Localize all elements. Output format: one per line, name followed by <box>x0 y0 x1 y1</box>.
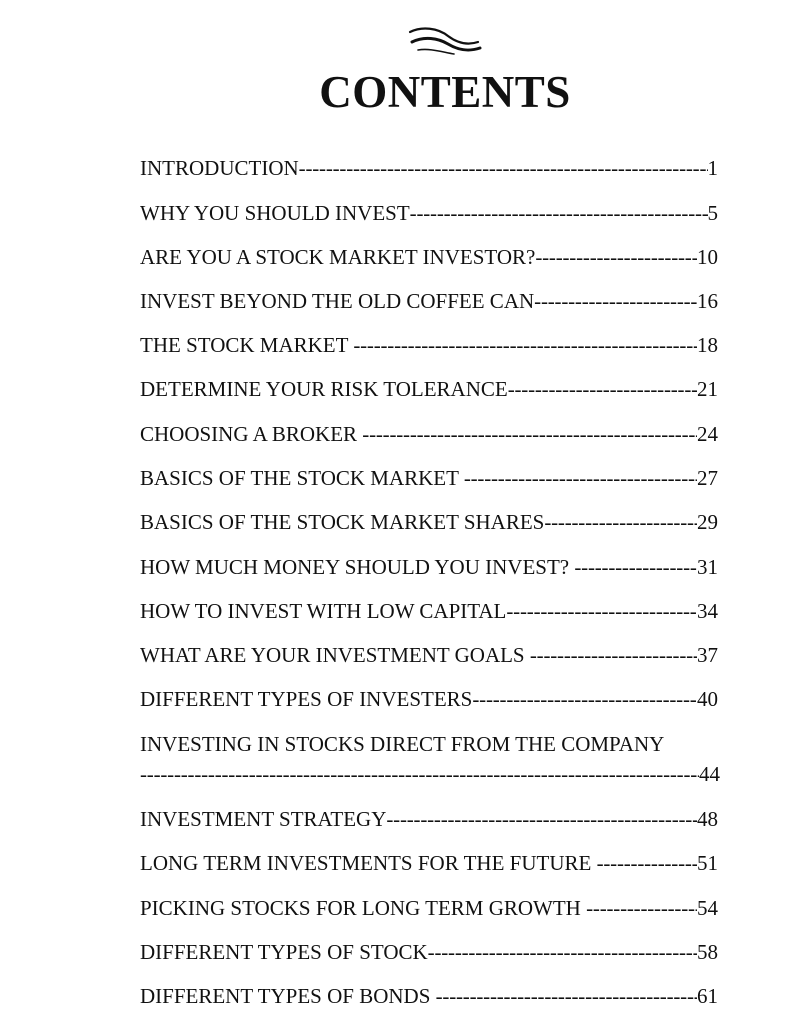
toc-entry-label: HOW TO INVEST WITH LOW CAPITAL <box>140 599 507 623</box>
toc-page-number: 37 <box>697 643 718 667</box>
toc-page-number: 61 <box>697 984 718 1008</box>
toc-entry-low-capital[interactable] <box>140 597 718 625</box>
toc-entry-label: HOW MUCH MONEY SHOULD YOU INVEST? <box>140 555 575 579</box>
toc-leader-dashes <box>472 685 697 713</box>
toc-entry-choosing-broker[interactable] <box>140 420 718 448</box>
toc-entry-direct-from-company[interactable] <box>140 730 720 788</box>
toc-page-number: 44 <box>699 762 720 786</box>
toc-page-number: 58 <box>697 940 718 964</box>
toc-entry-investment-goals[interactable] <box>140 641 718 669</box>
toc-page-number: 29 <box>697 510 718 534</box>
toc-leader-dashes <box>436 982 697 1010</box>
toc-page-number: 24 <box>697 422 718 446</box>
toc-entry-label: WHAT ARE YOUR INVESTMENT GOALS <box>140 643 530 667</box>
toc-entry-coffee-can[interactable] <box>140 287 718 315</box>
toc-entry-label: DIFFERENT TYPES OF BONDS <box>140 984 436 1008</box>
toc-leader-dashes <box>353 331 697 359</box>
toc-leader-dashes <box>586 894 697 922</box>
toc-leader-dashes <box>299 154 708 182</box>
toc-leader-dashes <box>508 375 697 403</box>
toc-page-number: 34 <box>697 599 718 623</box>
toc-entry-basics-stock-market[interactable] <box>140 464 718 492</box>
toc-entry-types-of-bonds[interactable] <box>140 982 718 1010</box>
toc-entry-risk-tolerance[interactable] <box>140 375 718 403</box>
toc-entry-label: WHY YOU SHOULD INVEST <box>140 201 410 225</box>
toc-entry-label: DIFFERENT TYPES OF INVESTERS <box>140 687 473 711</box>
flourish-ornament-icon <box>404 22 484 62</box>
toc-entry-types-of-investers[interactable] <box>140 685 718 713</box>
toc-entry-label: DETERMINE YOUR RISK TOLERANCE <box>140 377 508 401</box>
toc-leader-dashes <box>410 199 708 227</box>
toc-page-number: 5 <box>707 201 718 225</box>
toc-leader-dashes <box>544 508 697 536</box>
toc-entry-label: INTRODUCTION <box>140 156 299 180</box>
toc-entry-long-term-investments[interactable] <box>140 849 718 877</box>
toc-leader-dashes <box>534 287 697 315</box>
toc-leader-dashes <box>597 849 697 877</box>
toc-page-number: 10 <box>697 245 718 269</box>
toc-page-number: 48 <box>697 807 718 831</box>
toc-page-number: 18 <box>697 333 718 357</box>
toc-entry-label: INVEST BEYOND THE OLD COFFEE CAN <box>140 289 535 313</box>
toc-entry-label: THE STOCK MARKET <box>140 333 354 357</box>
toc-entry-label: LONG TERM INVESTMENTS FOR THE FUTURE <box>140 851 597 875</box>
toc-entry-label: INVESTING IN STOCKS DIRECT FROM THE COMPANY <box>140 732 665 756</box>
toc-page-number: 40 <box>697 687 718 711</box>
toc-leader-dashes <box>140 760 699 788</box>
toc-page-number: 27 <box>697 466 718 490</box>
toc-entry-introduction[interactable] <box>140 154 718 182</box>
toc-entry-the-stock-market[interactable] <box>140 331 718 359</box>
toc-leader-dashes <box>574 553 697 581</box>
toc-leader-dashes <box>386 805 697 833</box>
toc-page-number: 16 <box>697 289 718 313</box>
toc-entry-how-much-money[interactable] <box>140 553 718 581</box>
toc-leader-dashes <box>506 597 697 625</box>
toc-entry-types-of-stock[interactable] <box>140 938 718 966</box>
toc-entry-label: BASICS OF THE STOCK MARKET SHARES <box>140 510 545 534</box>
toc-entry-investment-strategy[interactable] <box>140 805 718 833</box>
toc-page-number: 21 <box>697 377 718 401</box>
toc-leader-dashes <box>530 641 697 669</box>
toc-entry-label: BASICS OF THE STOCK MARKET <box>140 466 464 490</box>
toc-leader-dashes <box>428 938 697 966</box>
toc-entry-picking-stocks[interactable] <box>140 894 718 922</box>
toc-entry-continuation <box>140 760 720 788</box>
page-title: CONTENTS <box>319 67 571 117</box>
toc-leader-dashes <box>362 420 697 448</box>
toc-entry-basics-shares[interactable] <box>140 508 718 536</box>
toc-leader-dashes <box>535 243 697 271</box>
toc-page-number: 51 <box>697 851 718 875</box>
toc-entry-stock-market-investor[interactable] <box>140 243 718 271</box>
toc-page-number: 54 <box>697 896 718 920</box>
toc-entry-label: ARE YOU A STOCK MARKET INVESTOR? <box>140 245 536 269</box>
toc-entry-label: CHOOSING A BROKER <box>140 422 363 446</box>
toc-leader-dashes <box>464 464 697 492</box>
toc-entry-label: DIFFERENT TYPES OF STOCK <box>140 940 428 964</box>
toc-page-number: 31 <box>697 555 718 579</box>
toc-page-number: 1 <box>707 156 718 180</box>
toc-entry-label: PICKING STOCKS FOR LONG TERM GROWTH <box>140 896 587 920</box>
toc-entry-label: INVESTMENT STRATEGY <box>140 807 387 831</box>
toc-entry-why-invest[interactable] <box>140 199 718 227</box>
